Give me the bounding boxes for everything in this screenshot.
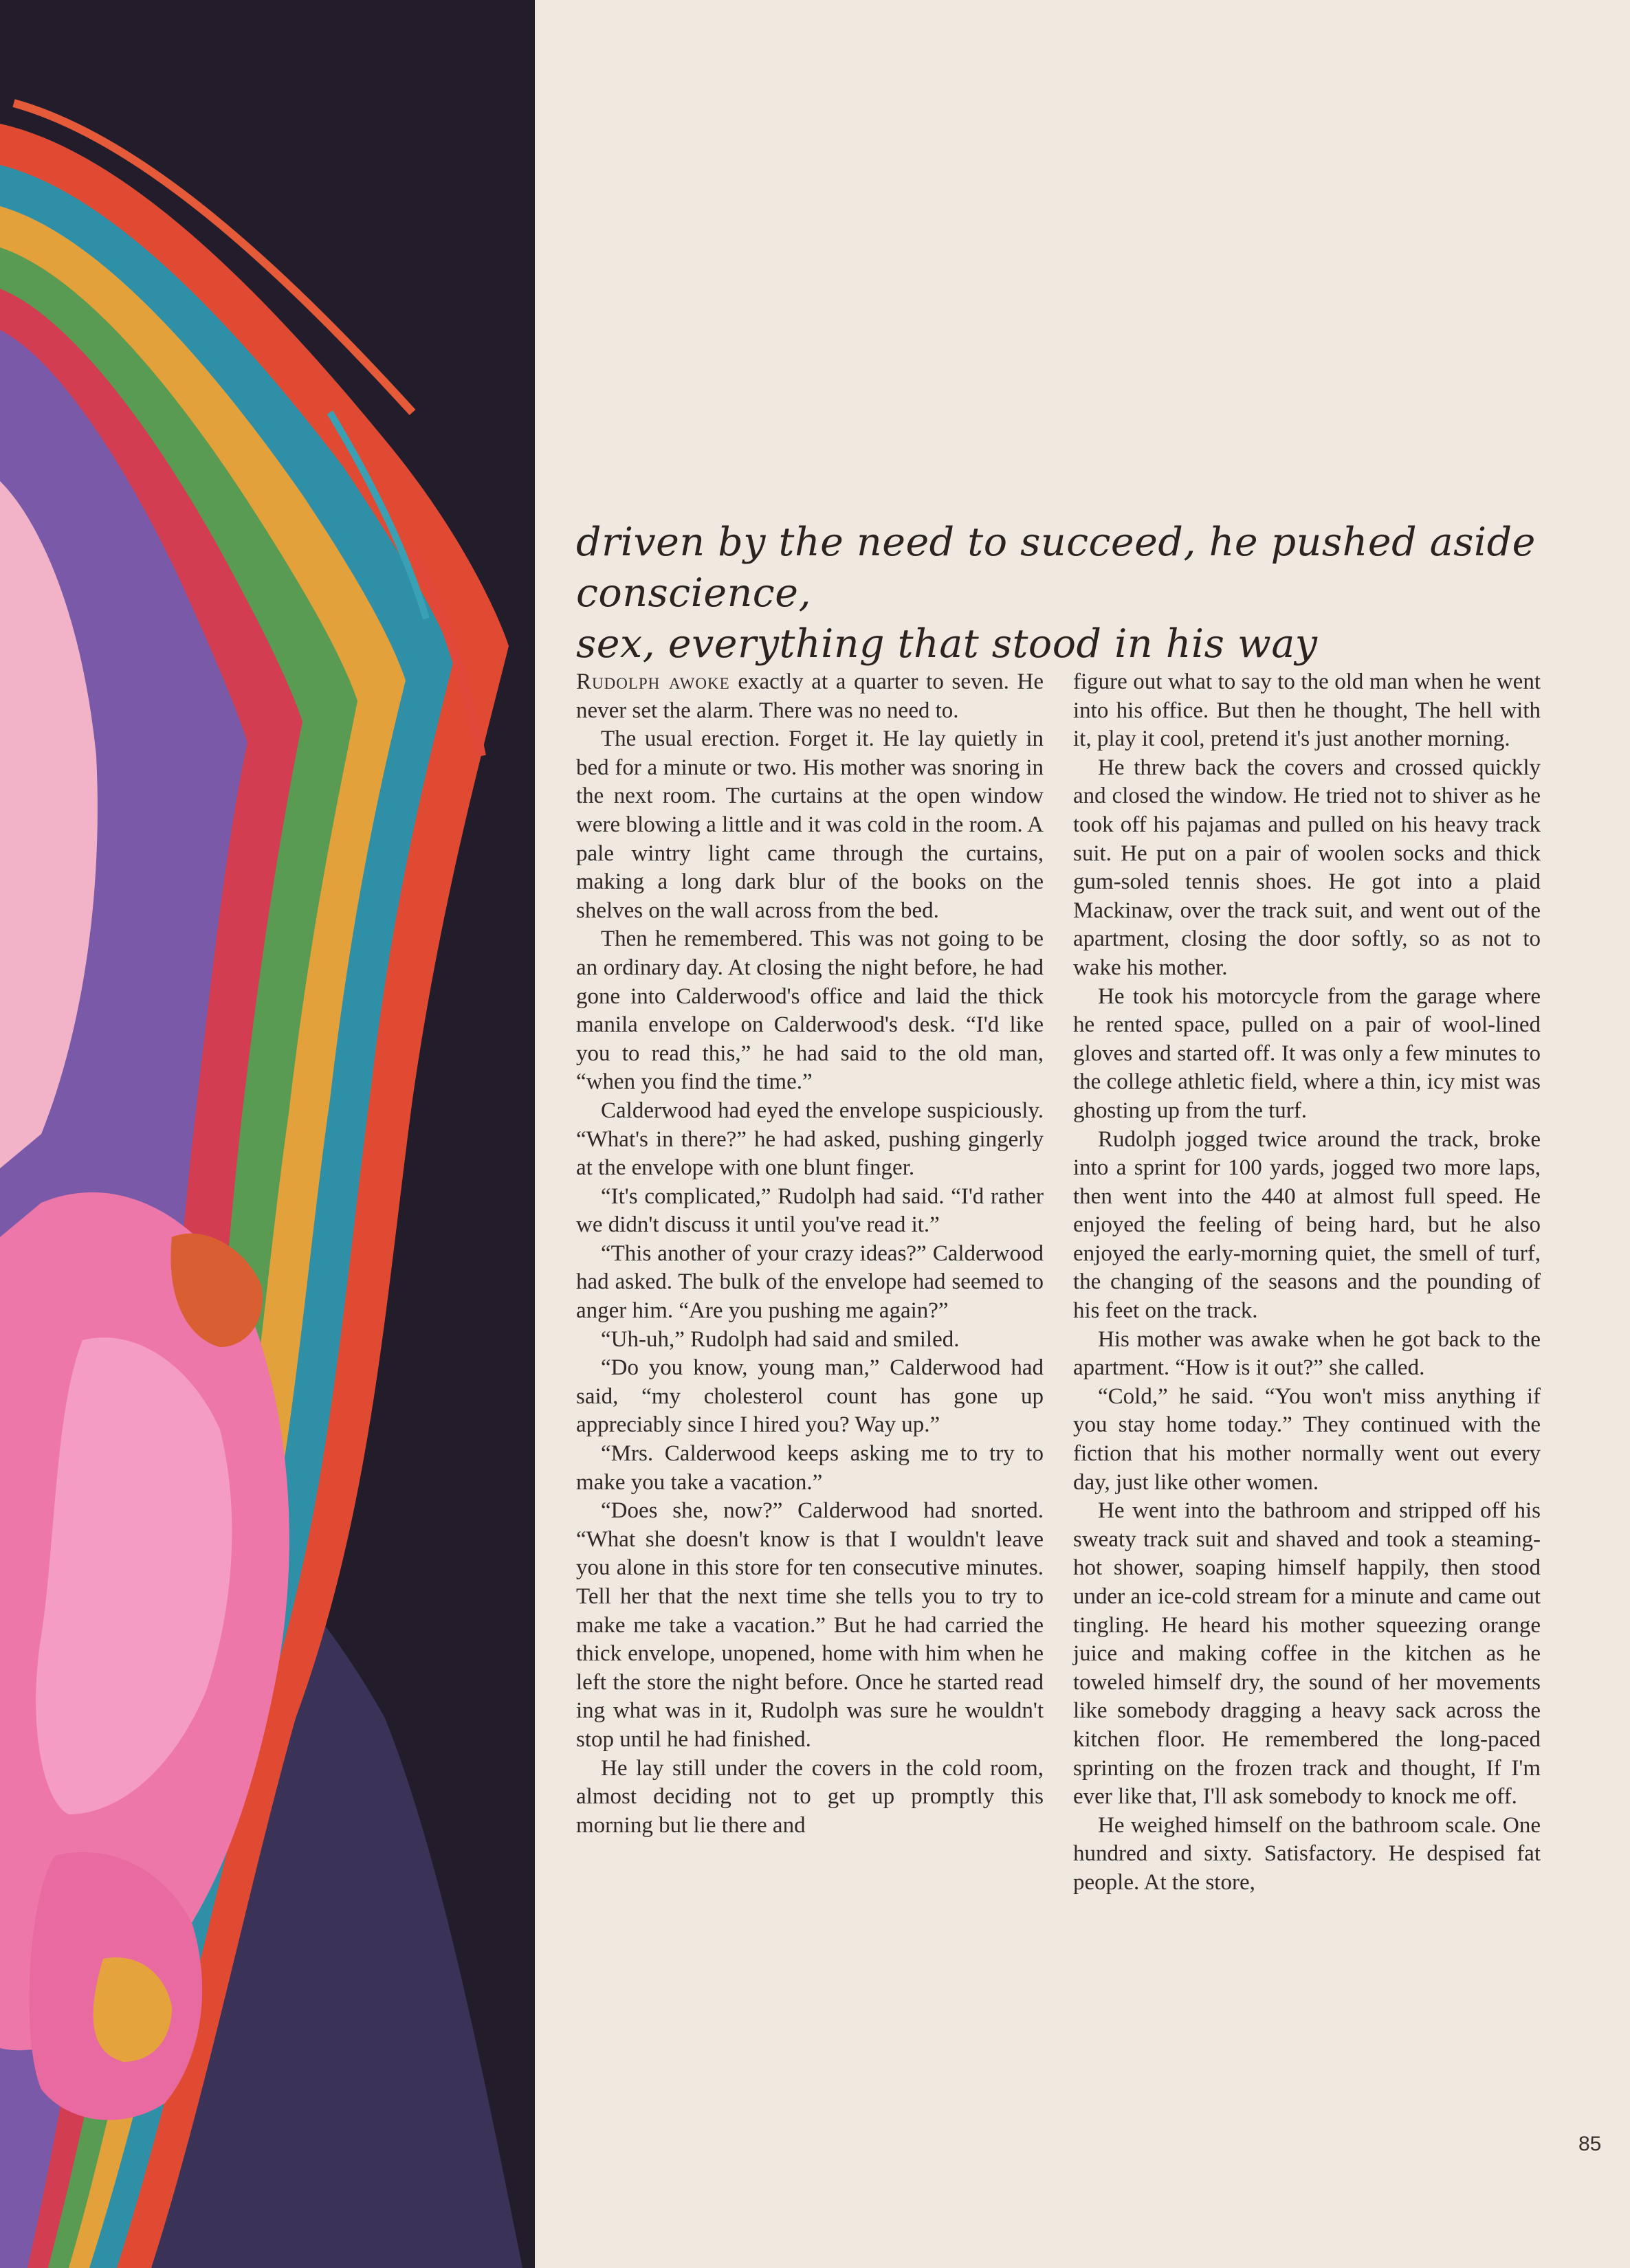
paragraph: He lay still under the covers in the cold room, almost deciding not to get up promptly this morning but lie there and (576, 1755, 1044, 1838)
psychedelic-illustration (0, 0, 535, 2268)
paragraph: He weighed himself on the bathroom scale. One hundred and sixty. Satisfactory. He despised fat people. At the store, (1073, 1812, 1541, 1895)
paragraph: “Mrs. Calderwood keeps asking me to try to make you take a vacation.” (576, 1441, 1044, 1495)
paragraph: Calderwood had eyed the envelope suspiciously. “What's in there?” he had asked, pushing gingerly at the envelope with one blunt finger. (576, 1098, 1044, 1181)
paragraph: He took his motorcycle from the garage where he rented space, pulled on a pair of wool-lined gloves and started off. It was only a few minutes to the college athletic field, where a thin, icy mist was ghosting up from the turf. (1073, 983, 1541, 1123)
paragraph-continued: figure out what to say to the old man when he went into his office. But then he thought, The hell with it, play it cool, pretend it's just another morning. (1073, 669, 1541, 752)
paragraph: Then he remembered. This was not going to be an ordinary day. At closing the night before, he had gone into Calderwood's office and laid the thick manila envelope on Calderwood's desk. “I'd like you to read this,” he had said to the old man, “when you find the time.” (576, 926, 1044, 1095)
story-headline (576, 517, 1552, 669)
page-number: 85 (1578, 2133, 1602, 2155)
paragraph: “Cold,” he said. “You won't miss anything if you stay home today.” They continued with the fiction that his mother normally went out every day, just like other women. (1073, 1383, 1541, 1495)
paragraph: Rudolph jogged twice around the track, broke into a sprint for 100 yards, jogged two more laps, then went into the 440 at almost full speed. He enjoyed the feeling of being hard, but he also enjoyed the early-morning quiet, the smell of turf, the changing of the seasons and the pounding of his feet on the track. (1073, 1126, 1541, 1324)
headline-line-1: driven by the need to succeed, he pushed aside conscience, (576, 520, 1536, 616)
paragraph: “This another of your crazy ideas?” Calderwood had asked. The bulk of the envelope had seemed to anger him. “Are you pushing me again?” (576, 1241, 1044, 1324)
lead-in: Rudolph awoke (576, 669, 730, 694)
paragraph: “Uh-uh,” Rudolph had said and smiled. (601, 1326, 960, 1352)
paragraph: He went into the bathroom and stripped off his sweaty track suit and shaved and took a steaming-hot shower, soaping himself happily, then stood under an ice-cold stream for a minute and came out tingling. He heard his mother squeezing orange juice and making coffee in the kitchen as he toweled himself dry, the sound of her movements like somebody dragging a heavy sack across the kitchen floor. He remembered the long-paced sprinting on the frozen track and thought, If I'm ever like that, I'll ask somebody to knock me off. (1073, 1498, 1541, 1810)
text-column-2 (1073, 668, 1541, 1898)
paragraph: “It's complicated,” Rudolph had said. “I'd rather we didn't discuss it until you've read it.” (576, 1183, 1044, 1238)
paragraph: Rudolph awoke exactly at a quarter to seven. He never set the alarm. There was no need to. (576, 669, 1044, 723)
paragraph: “Do you know, young man,” Calderwood had said, “my cholesterol count has gone up appreciably since I hired you? Way up.” (576, 1355, 1044, 1438)
illustration-art (0, 0, 535, 2268)
paragraph: His mother was awake when he got back to the apartment. “How is it out?” she called. (1073, 1326, 1541, 1381)
paragraph: The usual erection. Forget it. He lay quietly in bed for a minute or two. His mother was snoring in the next room. The curtains at the open window were blowing a little and it was cold in the room. A pale wintry light came through the curtains, making a long dark blur of the books on the shelves on the wall across from the bed. (576, 726, 1044, 923)
paragraph: “Does she, now?” Calderwood had snorted. “What she doesn't know is that I wouldn't leave you alone in this store for ten consecutive minutes. Tell her that the next time she tells you to try to make me take a vacation.” But he had carried the thick envelope, unopened, home with him when he left the store the night before. Once he started read ing what was in it, Rudolph was sure he wouldn't stop until he had finished. (576, 1498, 1044, 1752)
paragraph: He threw back the covers and crossed quickly and closed the window. He tried not to shiver as he took off his pajamas and pulled on his heavy track suit. He put on a pair of woolen socks and thick gum-soled tennis shoes. He got into a plaid Mackinaw, over the track suit, and went out of the apartment, closing the door softly, so as not to wake his mother. (1073, 755, 1541, 980)
headline-line-2: sex, everything that stood in his way (576, 621, 1318, 667)
text-column-1 (576, 668, 1044, 1840)
